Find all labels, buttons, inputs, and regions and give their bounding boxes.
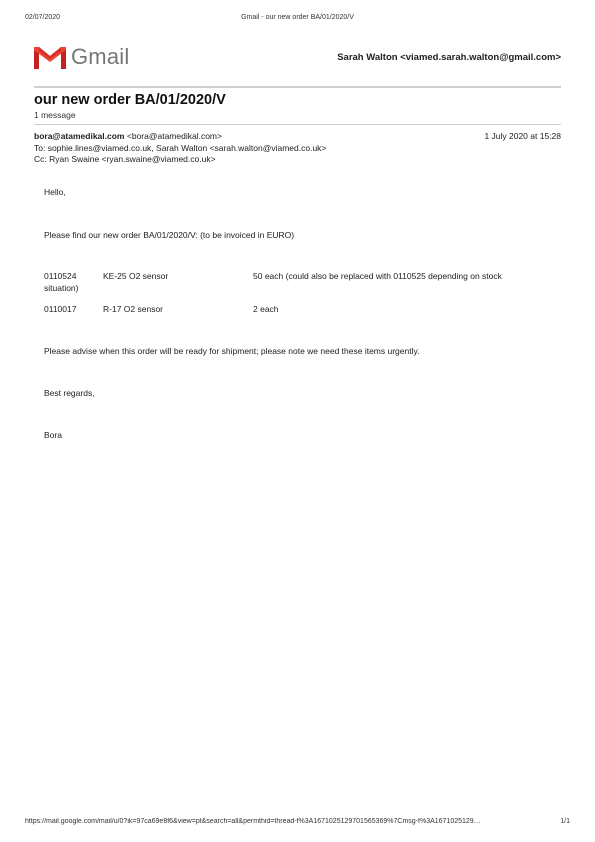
body-advise: Please advise when this order will be ready for shipment; please note we need these items urgently.	[44, 346, 420, 356]
print-page-title: Gmail - our new order BA/01/2020/V	[241, 14, 354, 21]
message-cc: Cc: Ryan Swaine <ryan.swaine@viamed.co.uk>	[34, 154, 216, 164]
sender-address: <bora@atamedikal.com>	[126, 131, 222, 141]
print-date: 02/07/2020	[25, 14, 61, 21]
message-count: 1 message	[34, 110, 76, 120]
message-divider	[34, 124, 561, 125]
item-code: 0110524	[44, 271, 77, 281]
body-signature: Bora	[44, 430, 62, 440]
item-quantity-continued: situation)	[44, 283, 79, 293]
item-name: KE-25 O2 sensor	[103, 271, 169, 281]
message-date: 1 July 2020 at 15:28	[484, 131, 561, 141]
print-footer-url: https://mail.google.com/mail/u/0?ik=97ca69e8f6&view=pt&search=all&permthid=thread-f%3A1671025129701565369%7Cmsg-f%3A1671025129…	[25, 818, 481, 825]
gmail-logo[interactable]	[34, 44, 129, 70]
body-regards: Best regards,	[44, 388, 95, 398]
item-name: R-17 O2 sensor	[103, 304, 163, 314]
sender-name[interactable]: bora@atamedikal.com	[34, 131, 125, 141]
message-from	[34, 131, 222, 141]
header-divider	[34, 86, 561, 88]
print-page-number: 1/1	[560, 818, 570, 825]
account-identity: Sarah Walton <viamed.sarah.walton@gmail.com>	[337, 52, 561, 63]
gmail-envelope-icon	[34, 45, 66, 69]
message-to: To: sophie.lines@viamed.co.uk, Sarah Walton <sarah.walton@viamed.co.uk>	[34, 143, 327, 153]
body-intro: Please find our new order BA/01/2020/V: (to be invoiced in EURO)	[44, 230, 295, 240]
item-quantity: 50 each (could also be replaced with 0110525 depending on stock	[253, 271, 502, 281]
gmail-logo-text: Gmail	[71, 44, 130, 69]
thread-subject: our new order BA/01/2020/V	[34, 92, 226, 108]
item-quantity: 2 each	[253, 304, 279, 314]
body-greeting: Hello,	[44, 187, 66, 197]
item-code: 0110017	[44, 304, 77, 314]
